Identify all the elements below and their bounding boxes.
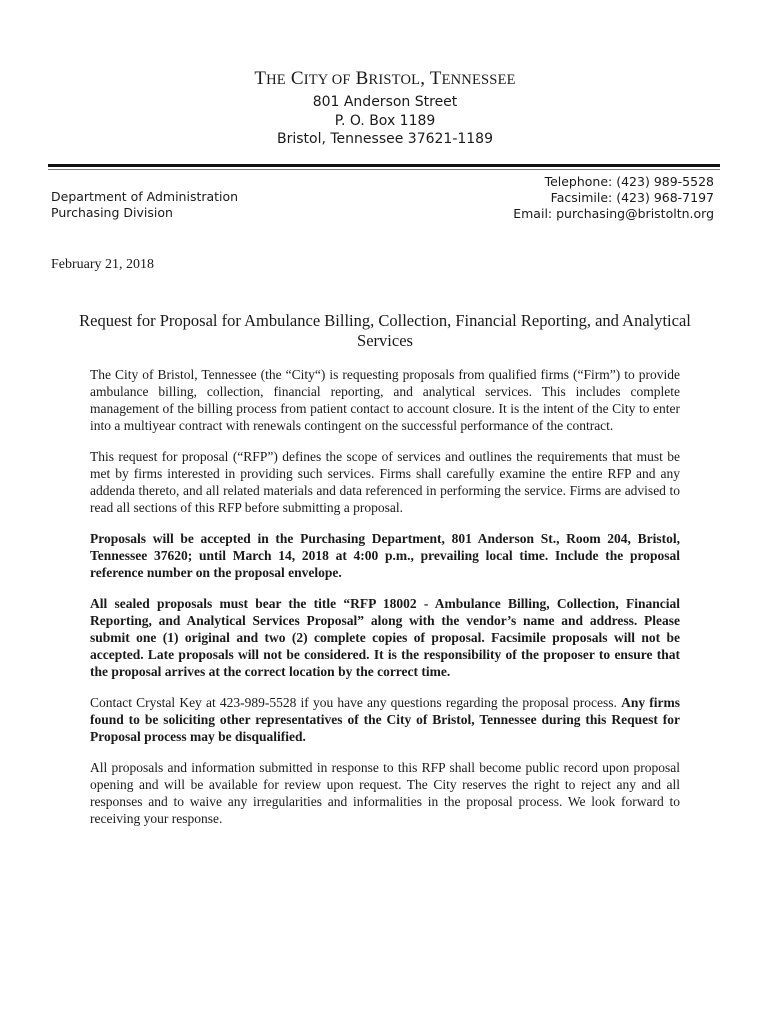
paragraph-public-record: All proposals and information submitted in response to this RFP shall become public record upon proposal opening and will be available for review upon request. The City reserves the right to reject any and all responses and to waive any irregularities and informalities in the proposal process. We look forward to receiving your response. [90,760,680,826]
title-comma: , [420,68,426,89]
title-rest-ity-of: ITY OF [303,72,351,88]
city-state-zip: Bristol, Tennessee 37621-1189 [276,131,493,147]
title-initial-t2: T [429,68,442,89]
email: Email: purchasing@bristoltn.org [513,206,714,221]
paragraph-submission-deadline: Proposals will be accepted in the Purchasing Department, 801 Anderson St., Room 204, Bristol, Tennessee 37620; until March 14, 2018 at 4:00 p.m., prevailing local time. Include the proposal reference number on the proposal envelope. [90,531,680,580]
city-title [0,68,770,90]
telephone: Telephone: (423) 989-5528 [544,174,714,189]
contact-block [513,174,714,222]
title-rest-ennessee: ENNESSEE [441,72,516,88]
title-rest-ristol: RISTOL [368,72,421,88]
division-name: Purchasing Division [51,205,173,220]
disqualification-warning: Any firms found to be soliciting other representatives of the City of Bristol, Tennessee during this Request for Proposal process may be disqualified. [90,695,680,744]
header-divider-thin [48,169,720,170]
title-initial-c: C [290,68,304,89]
title-rest-he: HE [266,72,286,88]
paragraph-scope: This request for proposal (“RFP”) defines the scope of services and outlines the requirements that must be met by firms interested in providing such services. Firms shall carefully examine the entire RFP and any addenda thereto, and all related materials and data referenced in performing the service. Firms are advised to read all sections of this RFP before submitting a proposal. [90,449,680,515]
department-block [51,189,238,221]
paragraph-intro: The City of Bristol, Tennessee (the “City“) is requesting proposals from qualified firms (“Firm”) to provide ambulance billing, collection, financial reporting, and analytical services. This includes complete management of the billing process from patient contact to account closure. It is the intent of the City to enter into a multiyear contract with renewals contingent on the successful performance of the contract. [90,367,680,433]
street-address: 801 Anderson Street [312,94,458,110]
header-divider-thick [48,164,720,167]
po-box: P. O. Box 1189 [334,112,436,129]
department-name: Department of Administration [51,189,239,204]
letter-body [90,366,680,841]
paragraph-contact [90,694,680,745]
paragraph-sealed-proposals: All sealed proposals must bear the title “RFP 18002 - Ambulance Billing, Collection, Financial Reporting, and Analytical Services Proposal” along with the vendor’s name and address. Please submit one (1) original and two (2) complete copies of proposal. Facsimile proposals will not be accepted. Late proposals will not be considered. It is the responsibility of the proposer to ensure that the proposal arrives at the correct location by the correct time. [90,596,680,679]
title-initial-b: B [355,68,369,89]
contact-sentence: Contact Crystal Key at 423-989-5528 if you have any questions regarding the proposal process. [90,695,622,710]
letterhead [0,68,770,149]
facsimile: Facsimile: (423) 968-7197 [550,190,714,205]
letter-date: February 21, 2018 [51,257,155,272]
title-initial-t: T [254,68,267,89]
subject-heading: Request for Proposal for Ambulance Billing, Collection, Financial Reporting, and Analytical Services [79,311,691,350]
